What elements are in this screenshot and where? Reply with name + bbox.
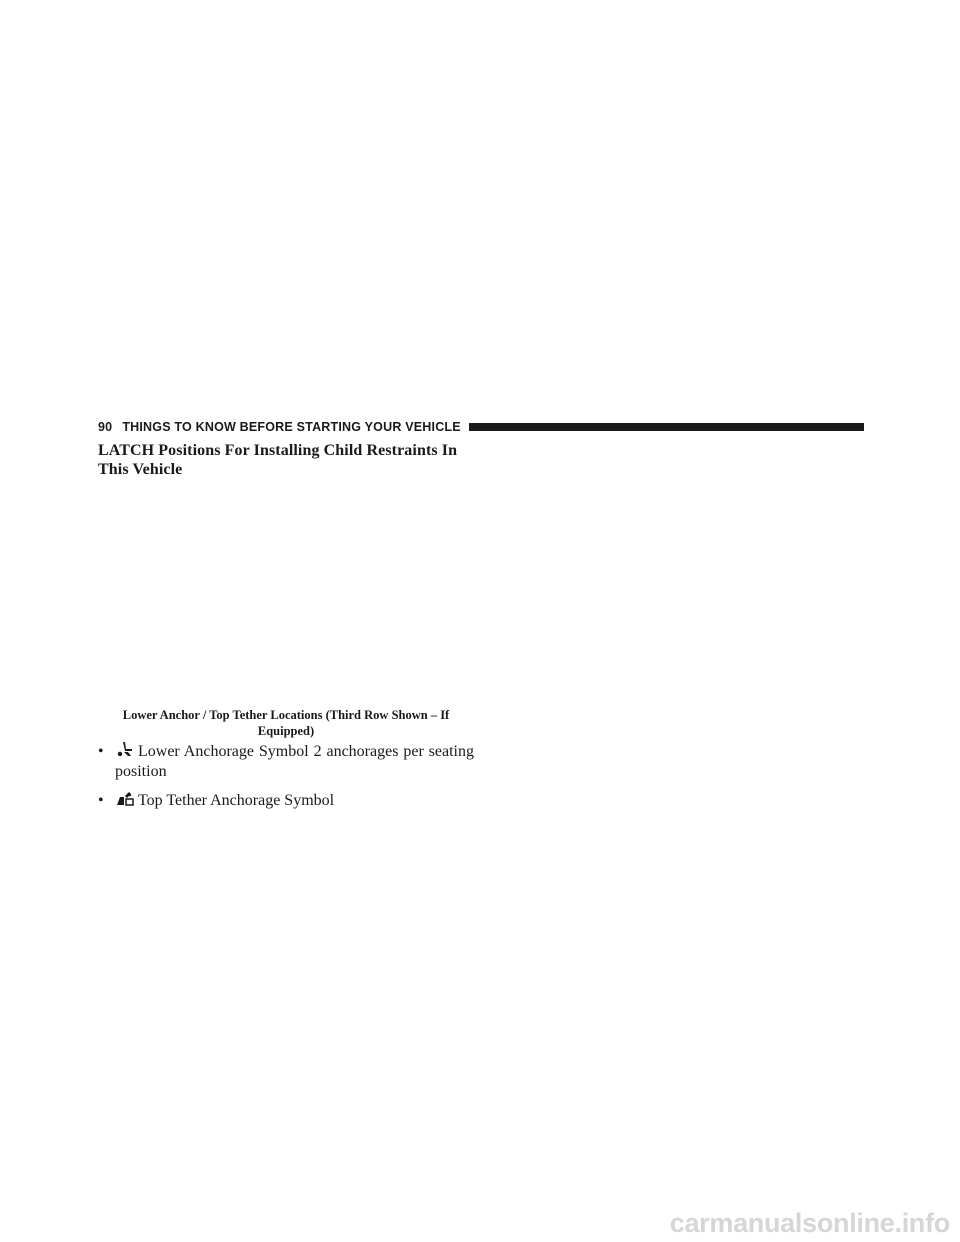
bullet-dot: •	[98, 792, 104, 809]
bullet-dot: •	[98, 743, 104, 760]
watermark: carmanualsonline.info	[669, 1208, 950, 1238]
list-item	[98, 791, 474, 811]
top-tether-anchorage-text: Top Tether Anchorage Symbol	[138, 792, 335, 809]
header-rule	[469, 423, 864, 431]
running-header	[98, 419, 864, 435]
figure-image-area	[98, 486, 474, 700]
lower-anchorage-text: Lower Anchorage Symbol 2 anchorages per seating position	[115, 743, 474, 780]
lower-anchorage-icon	[115, 742, 135, 758]
figure-caption: Lower Anchor / Top Tether Locations (Third Row Shown – If Equipped)	[122, 708, 450, 738]
chapter-title: THINGS TO KNOW BEFORE STARTING YOUR VEHICLE	[122, 420, 461, 434]
list-item	[98, 742, 474, 782]
top-tether-anchorage-icon	[115, 791, 135, 807]
page-number: 90	[98, 420, 113, 434]
bullet-list	[98, 742, 474, 820]
section-heading: LATCH Positions For Installing Child Restraints In This Vehicle	[98, 442, 458, 478]
